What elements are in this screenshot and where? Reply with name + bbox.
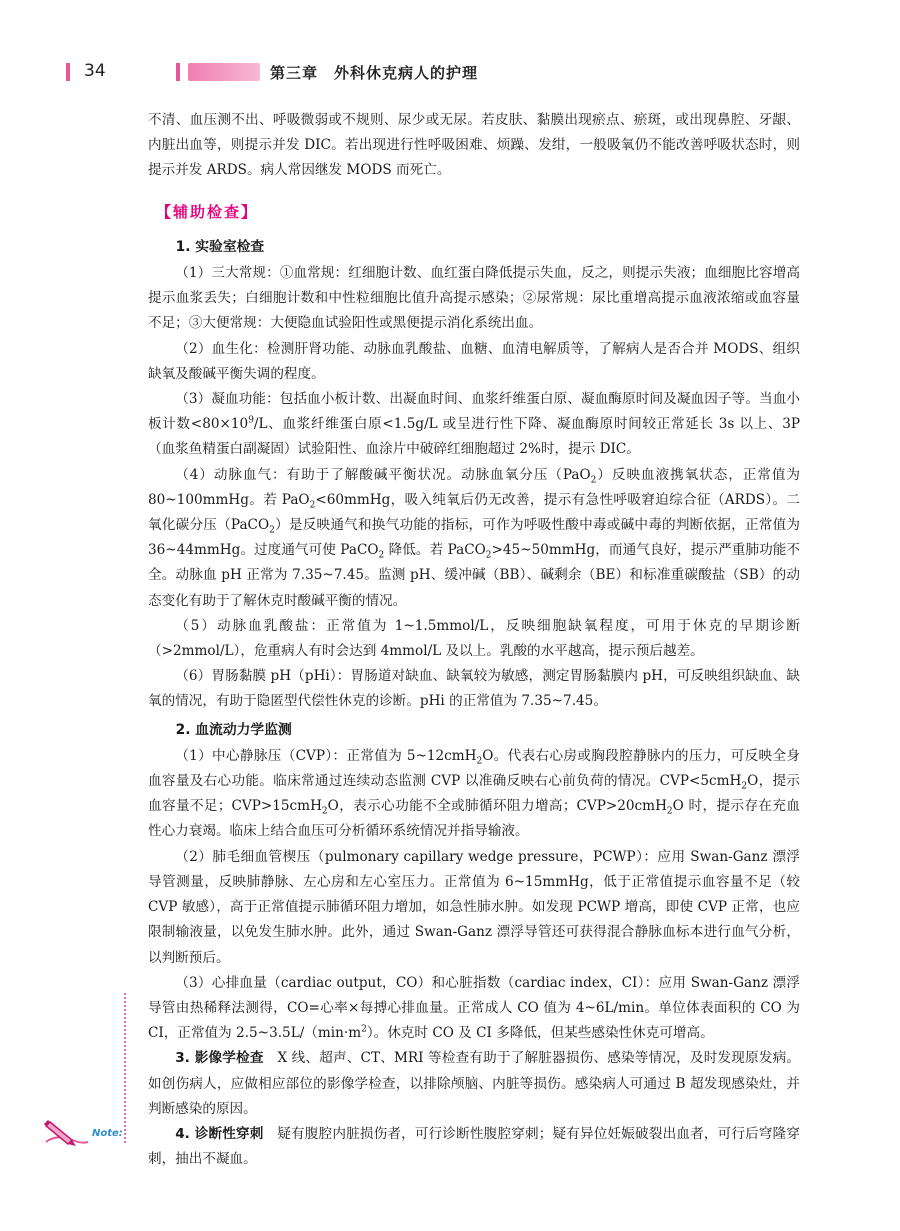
chapter-title: 第三章 外科休克病人的护理: [270, 64, 479, 82]
note-label: Note:: [92, 1128, 123, 1139]
puncture-paragraph: 4. 诊断性穿刺 疑有腹腔内脏损伤者，可行诊断性腹腔穿刺；疑有异位妊娠破裂出血者，可行后穹隆穿刺，抽出不凝血。: [148, 1125, 801, 1168]
lab-paragraph-4: （4）动脉血气：有助于了解酸碱平衡状况。动脉血氧分压（PaO$_2$）反映血液携氧状态，正常值为 80~100mmHg。若 PaO$_2$<60mmHg，吸入纯氧后仍无改善，提示有急性呼吸窘迫综合征（ARDS）。二氧化碳分压（PaCO$_2$）是反映通气和换气功能的指标，可作为呼吸性酸中毒或碱中毒的判断依据，正常值为 36~44mmHg。过度通气可使 PaCO$_2$ 降低。若 PaCO$_2$>45~50mmHg，而通气良好，提示严重肺功能不全。动脉血 pH 正常为 7.35~7.45。监测 pH、缓冲碱（BB）、碱剩余（BE）和标准重碳酸盐（SB）的动态变化有助于了解休克时酸碱平衡的情况。: [148, 466, 800, 609]
hemo-paragraph-3: （3）心排血量（cardiac output，CO）和心脏指数（cardiac index，CI）：应用 Swan-Ganz 漂浮导管由热稀释法测得，CO=心率×每搏心排血量。正常成人 CO 值为 4~6L/min。单位体表面积的 CO 为 CI，正常值为 $2.5\sim 3.5L/(\min\cdot m^2)$。休克时 CO 及 CI 多降低，但某些感染性休克可增高。: [148, 974, 800, 1042]
imaging-paragraph: 3. 影像学检查 X 线、超声、CT、MRI 等检查有助于了解脏器损伤、感染等情况，及时发现原发病。如创伤病人，应做相应部位的影像学检查，以排除颅脑、内脏等损伤。感染病人可通过 B 超发现感染灶，并判断感染的原因。: [148, 1050, 801, 1117]
hemo-paragraph-1: （1）中心静脉压（CVP）：正常值为 5~12cmH$_2$O。代表右心房或胸段腔静脉内的压力，可反映全身血容量及右心功能。临床常通过连续动态监测 CVP 以准确反映右心前负荷的情况。CVP<5cmH$_2$O，提示血容量不足；CVP>15cmH$_2$O，表示心功能不全或肺循环阻力增高；CVP>20cmH$_2$O 时，提示存在充血性心力衰竭。临床上结合血压可分析循环系统情况并指导输液。: [148, 747, 800, 840]
pencil-note-icon: [42, 1112, 92, 1154]
hemo-paragraph-2: （2）肺毛细血管楔压（pulmonary capillary wedge pressure，PCWP）：应用 Swan-Ganz 漂浮导管测量，反映肺静脉、左心房和左心室压力。正常值为 6~15mmHg，低于正常值提示血容量不足（较 CVP 敏感），高于正常值提示肺循环阻力增加，如急性肺水肿。如发现 PCWP 增高，即使 CVP 正常，也应限制输液量，以免发生肺水肿。此外，通过 Swan-Ganz 漂浮导管还可获得混合静脉血标本进行血气分析，以判断预后。: [148, 848, 800, 966]
lab-paragraph-1: （1）三大常规：①血常规：红细胞计数、血红蛋白降低提示失血，反之，则提示失液；血细胞比容增高提示血浆丢失；白细胞计数和中性粒细胞比值升高提示感染；②尿常规：尿比重增高提示血液浓缩或血容量不足；③大便常规：大便隐血试验阳性或黑便提示消化系统出血。: [148, 265, 800, 332]
note-margin-line: [124, 993, 126, 1143]
imaging-label: 3. 影像学检查: [175, 1050, 264, 1067]
page-number: 34: [84, 61, 106, 81]
intro-paragraph: 不清、血压测不出、呼吸微弱或不规则、尿少或无尿。若皮肤、黏膜出现瘀点、瘀斑，或出现鼻腔、牙龈、内脏出血等，则提示并发 DIC。若出现进行性呼吸困难、烦躁、发绀，一般吸氧仍不能改善呼吸状态时，则提示并发 ARDS。病人常因继发 MODS 而死亡。: [148, 112, 800, 179]
page-header: [58, 60, 858, 84]
puncture-label: 4. 诊断性穿刺: [175, 1125, 264, 1142]
lab-paragraph-3: （3）凝血功能：包括血小板计数、出凝血时间、血浆纤维蛋白原、凝血酶原时间及凝血因子等。当血小板计数$<80\times 10^9/L$、血浆纤维蛋白原<1.5g/L 或呈进行性下降、凝血酶原时间较正常延长 3s 以上、3P（血浆鱼精蛋白副凝固）试验阳性、血涂片中破碎红细胞超过 2%时，提示 DIC。: [148, 391, 800, 458]
lab-paragraph-5: （5）动脉血乳酸盐：正常值为 1~1.5mmol/L，反映细胞缺氧程度，可用于休克的早期诊断（>2mmol/L），危重病人有时会达到 4mmol/L 及以上。乳酸的水平越高，提示预后越差。: [148, 617, 800, 660]
lab-paragraph-6: （6）胃肠黏膜 pH（pHi）：胃肠道对缺血、缺氧较为敏感，测定胃肠黏膜内 pH，可反映组织缺血、缺氧的情况，有助于隐匿型代偿性休克的诊断。pHi 的正常值为 7.35~7.45。: [148, 668, 800, 710]
section-title: 【辅助检查】: [156, 202, 259, 221]
header-accent-bar: [176, 63, 180, 81]
lab-paragraph-2: （2）血生化：检测肝肾功能、动脉血乳酸盐、血糖、血清电解质等，了解病人是否合并 MODS、组织缺氧及酸碱平衡失调的程度。: [148, 340, 800, 382]
header-color-block: [188, 63, 260, 81]
lab-heading: 1. 实验室检查: [175, 238, 265, 255]
page-body: [148, 108, 800, 1172]
hemo-heading: 2. 血流动力学监测: [175, 721, 292, 738]
header-accent-bar: [66, 63, 70, 81]
